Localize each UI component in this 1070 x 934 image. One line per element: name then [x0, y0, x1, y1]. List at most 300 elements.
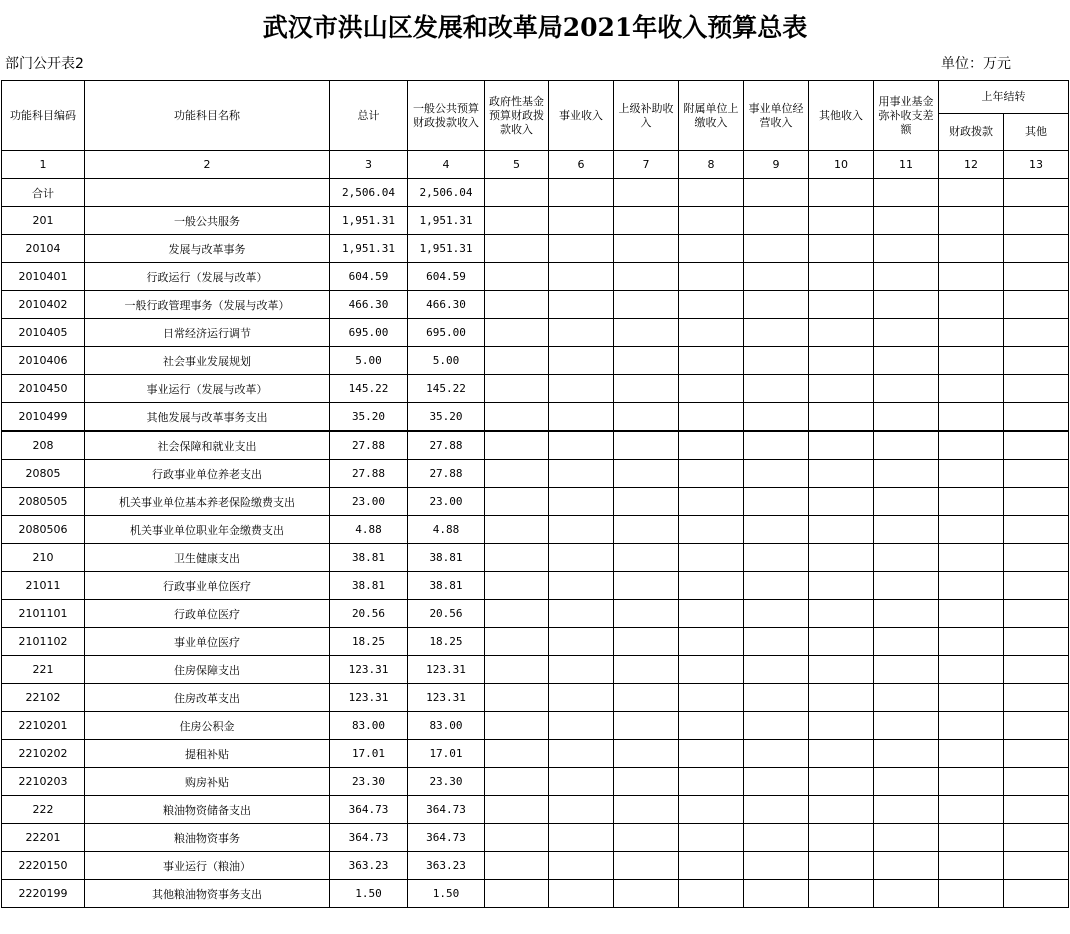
table-row: [2, 796, 1069, 824]
code-cell: 2010401: [2, 263, 85, 291]
name-cell: 行政运行（发展与改革）: [85, 263, 330, 291]
column-number: 6: [549, 151, 614, 179]
empty-cell: [809, 712, 874, 740]
code-cell: 2101101: [2, 600, 85, 628]
empty-cell: [549, 291, 614, 319]
general-budget-cell: 38.81: [408, 544, 485, 572]
empty-cell: [614, 235, 679, 263]
empty-cell: [874, 375, 939, 403]
empty-cell: [614, 796, 679, 824]
name-cell: 行政事业单位养老支出: [85, 460, 330, 488]
empty-cell: [485, 628, 549, 656]
empty-cell: [939, 684, 1004, 712]
general-budget-cell: 1.50: [408, 880, 485, 908]
code-cell: 2210203: [2, 768, 85, 796]
empty-cell: [744, 880, 809, 908]
empty-cell: [809, 824, 874, 852]
general-budget-cell: 123.31: [408, 684, 485, 712]
empty-cell: [744, 263, 809, 291]
empty-cell: [939, 488, 1004, 516]
empty-cell: [809, 516, 874, 544]
total-cell: 38.81: [330, 544, 408, 572]
empty-cell: [1004, 768, 1069, 796]
empty-cell: [614, 880, 679, 908]
total-cell: 145.22: [330, 375, 408, 403]
empty-cell: [679, 403, 744, 432]
total-cell: 27.88: [330, 460, 408, 488]
empty-cell: [939, 460, 1004, 488]
name-cell: 事业单位医疗: [85, 628, 330, 656]
general-budget-cell: 20.56: [408, 600, 485, 628]
empty-cell: [744, 431, 809, 460]
code-cell: 20104: [2, 235, 85, 263]
empty-cell: [744, 712, 809, 740]
name-cell: 社会事业发展规划: [85, 347, 330, 375]
total-cell: 2,506.04: [330, 179, 408, 207]
header-operating-income: 事业单位经营收入: [744, 81, 809, 151]
column-number: 10: [809, 151, 874, 179]
empty-cell: [744, 516, 809, 544]
empty-cell: [614, 768, 679, 796]
empty-cell: [1004, 628, 1069, 656]
empty-cell: [614, 628, 679, 656]
empty-cell: [549, 852, 614, 880]
total-cell: 364.73: [330, 824, 408, 852]
empty-cell: [809, 347, 874, 375]
total-cell: 4.88: [330, 516, 408, 544]
name-cell: 发展与改革事务: [85, 235, 330, 263]
empty-cell: [744, 740, 809, 768]
code-cell: 20805: [2, 460, 85, 488]
empty-cell: [1004, 207, 1069, 235]
empty-cell: [614, 488, 679, 516]
empty-cell: [614, 684, 679, 712]
empty-cell: [939, 347, 1004, 375]
empty-cell: [939, 796, 1004, 824]
total-cell: 604.59: [330, 263, 408, 291]
empty-cell: [614, 403, 679, 432]
empty-cell: [1004, 375, 1069, 403]
header-total: 总计: [330, 81, 408, 151]
empty-cell: [939, 852, 1004, 880]
empty-cell: [549, 347, 614, 375]
empty-cell: [939, 291, 1004, 319]
empty-cell: [874, 347, 939, 375]
empty-cell: [549, 516, 614, 544]
code-cell: 2080505: [2, 488, 85, 516]
total-cell: 364.73: [330, 796, 408, 824]
empty-cell: [874, 291, 939, 319]
empty-cell: [485, 600, 549, 628]
name-cell: 行政事业单位医疗: [85, 572, 330, 600]
table-row: [2, 572, 1069, 600]
total-cell: 363.23: [330, 852, 408, 880]
empty-cell: [549, 684, 614, 712]
empty-cell: [1004, 740, 1069, 768]
empty-cell: [744, 460, 809, 488]
code-cell: 2080506: [2, 516, 85, 544]
empty-cell: [485, 319, 549, 347]
column-number: 2: [85, 151, 330, 179]
empty-cell: [679, 375, 744, 403]
general-budget-cell: 4.88: [408, 516, 485, 544]
header-code: 功能科目编码: [2, 81, 85, 151]
empty-cell: [809, 263, 874, 291]
empty-cell: [939, 768, 1004, 796]
column-number: 1: [2, 151, 85, 179]
total-cell: 17.01: [330, 740, 408, 768]
empty-cell: [485, 263, 549, 291]
header-superior-subsidy: 上级补助收入: [614, 81, 679, 151]
code-cell: 221: [2, 656, 85, 684]
empty-cell: [485, 516, 549, 544]
table-row: [2, 740, 1069, 768]
empty-cell: [1004, 684, 1069, 712]
empty-cell: [679, 347, 744, 375]
empty-cell: [614, 712, 679, 740]
general-budget-cell: 363.23: [408, 852, 485, 880]
table-row: [2, 179, 1069, 207]
empty-cell: [939, 375, 1004, 403]
page-title: 武汉市洪山区发展和改革局2021年收入预算总表: [262, 13, 808, 42]
empty-cell: [1004, 347, 1069, 375]
general-budget-cell: 17.01: [408, 740, 485, 768]
total-cell: 466.30: [330, 291, 408, 319]
empty-cell: [874, 740, 939, 768]
empty-cell: [549, 628, 614, 656]
general-budget-cell: 466.30: [408, 291, 485, 319]
empty-cell: [679, 824, 744, 852]
empty-cell: [809, 740, 874, 768]
empty-cell: [744, 291, 809, 319]
empty-cell: [1004, 880, 1069, 908]
empty-cell: [549, 460, 614, 488]
code-cell: 2101102: [2, 628, 85, 656]
empty-cell: [549, 207, 614, 235]
total-cell: 123.31: [330, 656, 408, 684]
empty-cell: [679, 291, 744, 319]
empty-cell: [874, 179, 939, 207]
empty-cell: [809, 375, 874, 403]
general-budget-cell: 1,951.31: [408, 235, 485, 263]
general-budget-cell: 23.30: [408, 768, 485, 796]
empty-cell: [809, 460, 874, 488]
empty-cell: [744, 488, 809, 516]
header-carry-fiscal: 财政拨款: [939, 114, 1004, 151]
empty-cell: [614, 291, 679, 319]
empty-cell: [809, 880, 874, 908]
empty-cell: [874, 235, 939, 263]
general-budget-cell: 27.88: [408, 460, 485, 488]
name-cell: [85, 179, 330, 207]
empty-cell: [939, 880, 1004, 908]
header-general-budget: 一般公共预算财政拨款收入: [408, 81, 485, 151]
table-row: [2, 235, 1069, 263]
header-carryover: 上年结转: [939, 81, 1069, 114]
total-cell: 695.00: [330, 319, 408, 347]
name-cell: 住房公积金: [85, 712, 330, 740]
empty-cell: [744, 235, 809, 263]
empty-cell: [485, 347, 549, 375]
empty-cell: [874, 600, 939, 628]
general-budget-cell: 27.88: [408, 431, 485, 460]
general-budget-cell: 18.25: [408, 628, 485, 656]
name-cell: 提租补贴: [85, 740, 330, 768]
empty-cell: [614, 852, 679, 880]
empty-cell: [1004, 235, 1069, 263]
table-row: [2, 656, 1069, 684]
empty-cell: [549, 824, 614, 852]
empty-cell: [744, 824, 809, 852]
empty-cell: [679, 207, 744, 235]
column-number: 7: [614, 151, 679, 179]
empty-cell: [1004, 852, 1069, 880]
table-row: [2, 319, 1069, 347]
empty-cell: [874, 628, 939, 656]
table-row: [2, 684, 1069, 712]
code-cell: 22201: [2, 824, 85, 852]
empty-cell: [485, 852, 549, 880]
empty-cell: [939, 824, 1004, 852]
empty-cell: [614, 375, 679, 403]
code-cell: 201: [2, 207, 85, 235]
name-cell: 一般公共服务: [85, 207, 330, 235]
empty-cell: [939, 516, 1004, 544]
empty-cell: [485, 403, 549, 432]
header-fund-makeup: 用事业基金弥补收支差额: [874, 81, 939, 151]
general-budget-cell: 1,951.31: [408, 207, 485, 235]
empty-cell: [679, 488, 744, 516]
empty-cell: [939, 179, 1004, 207]
empty-cell: [485, 431, 549, 460]
total-cell: 23.00: [330, 488, 408, 516]
empty-cell: [679, 740, 744, 768]
empty-cell: [485, 572, 549, 600]
empty-cell: [679, 319, 744, 347]
empty-cell: [679, 235, 744, 263]
empty-cell: [809, 544, 874, 572]
empty-cell: [809, 852, 874, 880]
empty-cell: [614, 740, 679, 768]
empty-cell: [614, 431, 679, 460]
empty-cell: [679, 796, 744, 824]
empty-cell: [809, 319, 874, 347]
general-budget-cell: 364.73: [408, 796, 485, 824]
empty-cell: [679, 600, 744, 628]
code-cell: 2220199: [2, 880, 85, 908]
code-cell: 2010402: [2, 291, 85, 319]
total-cell: 1,951.31: [330, 235, 408, 263]
empty-cell: [1004, 263, 1069, 291]
empty-cell: [485, 235, 549, 263]
table-row: [2, 488, 1069, 516]
empty-cell: [939, 656, 1004, 684]
column-number: 13: [1004, 151, 1069, 179]
empty-cell: [1004, 824, 1069, 852]
empty-cell: [874, 319, 939, 347]
total-cell: 1.50: [330, 880, 408, 908]
empty-cell: [809, 179, 874, 207]
empty-cell: [485, 768, 549, 796]
header-affiliated-income: 附属单位上缴收入: [679, 81, 744, 151]
code-cell: 208: [2, 431, 85, 460]
general-budget-cell: 38.81: [408, 572, 485, 600]
column-number: 3: [330, 151, 408, 179]
empty-cell: [744, 572, 809, 600]
empty-cell: [485, 291, 549, 319]
empty-cell: [614, 263, 679, 291]
empty-cell: [614, 656, 679, 684]
table-row: [2, 516, 1069, 544]
code-cell: 210: [2, 544, 85, 572]
name-cell: 一般行政管理事务（发展与改革）: [85, 291, 330, 319]
empty-cell: [939, 403, 1004, 432]
empty-cell: [679, 263, 744, 291]
table-row: [2, 824, 1069, 852]
empty-cell: [744, 656, 809, 684]
total-cell: 18.25: [330, 628, 408, 656]
empty-cell: [939, 207, 1004, 235]
empty-cell: [809, 628, 874, 656]
column-number: 12: [939, 151, 1004, 179]
empty-cell: [1004, 600, 1069, 628]
empty-cell: [874, 403, 939, 432]
empty-cell: [679, 768, 744, 796]
empty-cell: [679, 544, 744, 572]
empty-cell: [744, 684, 809, 712]
empty-cell: [549, 431, 614, 460]
empty-cell: [939, 319, 1004, 347]
empty-cell: [1004, 431, 1069, 460]
empty-cell: [744, 375, 809, 403]
empty-cell: [614, 572, 679, 600]
empty-cell: [874, 656, 939, 684]
general-budget-cell: 604.59: [408, 263, 485, 291]
name-cell: 粮油物资储备支出: [85, 796, 330, 824]
empty-cell: [1004, 488, 1069, 516]
empty-cell: [549, 880, 614, 908]
name-cell: 事业运行（发展与改革）: [85, 375, 330, 403]
empty-cell: [809, 207, 874, 235]
header-name: 功能科目名称: [85, 81, 330, 151]
name-cell: 日常经济运行调节: [85, 319, 330, 347]
general-budget-cell: 123.31: [408, 656, 485, 684]
empty-cell: [679, 460, 744, 488]
empty-cell: [939, 263, 1004, 291]
empty-cell: [809, 572, 874, 600]
empty-cell: [485, 207, 549, 235]
code-cell: 22102: [2, 684, 85, 712]
total-cell: 27.88: [330, 431, 408, 460]
table-row: [2, 375, 1069, 403]
total-cell: 20.56: [330, 600, 408, 628]
empty-cell: [1004, 544, 1069, 572]
general-budget-cell: 35.20: [408, 403, 485, 432]
name-cell: 机关事业单位基本养老保险缴费支出: [85, 488, 330, 516]
total-cell: 38.81: [330, 572, 408, 600]
total-cell: 35.20: [330, 403, 408, 432]
name-cell: 住房改革支出: [85, 684, 330, 712]
name-cell: 事业运行（粮油）: [85, 852, 330, 880]
code-cell: 2010450: [2, 375, 85, 403]
empty-cell: [485, 880, 549, 908]
code-cell: 2010406: [2, 347, 85, 375]
empty-cell: [679, 684, 744, 712]
empty-cell: [614, 207, 679, 235]
header-carry-other: 其他: [1004, 114, 1069, 151]
empty-cell: [549, 403, 614, 432]
empty-cell: [679, 516, 744, 544]
empty-cell: [549, 796, 614, 824]
empty-cell: [1004, 712, 1069, 740]
name-cell: 其他粮油物资事务支出: [85, 880, 330, 908]
empty-cell: [874, 684, 939, 712]
empty-cell: [549, 572, 614, 600]
empty-cell: [744, 852, 809, 880]
empty-cell: [549, 319, 614, 347]
empty-cell: [549, 544, 614, 572]
empty-cell: [549, 488, 614, 516]
empty-cell: [485, 656, 549, 684]
header-gov-fund: 政府性基金预算财政拨款收入: [485, 81, 549, 151]
empty-cell: [1004, 572, 1069, 600]
empty-cell: [614, 824, 679, 852]
empty-cell: [614, 600, 679, 628]
empty-cell: [485, 179, 549, 207]
empty-cell: [939, 572, 1004, 600]
total-cell: 23.30: [330, 768, 408, 796]
empty-cell: [679, 712, 744, 740]
total-cell: 1,951.31: [330, 207, 408, 235]
code-cell: 2010499: [2, 403, 85, 432]
column-number: 11: [874, 151, 939, 179]
empty-cell: [614, 347, 679, 375]
empty-cell: [744, 403, 809, 432]
empty-cell: [874, 431, 939, 460]
empty-cell: [744, 347, 809, 375]
name-cell: 购房补贴: [85, 768, 330, 796]
empty-cell: [809, 600, 874, 628]
header-business-income: 事业收入: [549, 81, 614, 151]
empty-cell: [809, 768, 874, 796]
empty-cell: [939, 600, 1004, 628]
empty-cell: [939, 712, 1004, 740]
empty-cell: [549, 235, 614, 263]
empty-cell: [549, 179, 614, 207]
empty-cell: [874, 768, 939, 796]
table-row: [2, 712, 1069, 740]
total-cell: 5.00: [330, 347, 408, 375]
name-cell: 住房保障支出: [85, 656, 330, 684]
empty-cell: [549, 740, 614, 768]
general-budget-cell: 23.00: [408, 488, 485, 516]
unit-label: 单位：万元: [941, 56, 1011, 72]
form-label: 部门公开表2: [5, 56, 84, 72]
table-row: [2, 852, 1069, 880]
general-budget-cell: 695.00: [408, 319, 485, 347]
empty-cell: [679, 880, 744, 908]
empty-cell: [809, 291, 874, 319]
code-cell: 2010405: [2, 319, 85, 347]
general-budget-cell: 364.73: [408, 824, 485, 852]
empty-cell: [874, 544, 939, 572]
empty-cell: [1004, 179, 1069, 207]
empty-cell: [549, 768, 614, 796]
empty-cell: [679, 572, 744, 600]
empty-cell: [485, 544, 549, 572]
empty-cell: [549, 712, 614, 740]
empty-cell: [614, 179, 679, 207]
